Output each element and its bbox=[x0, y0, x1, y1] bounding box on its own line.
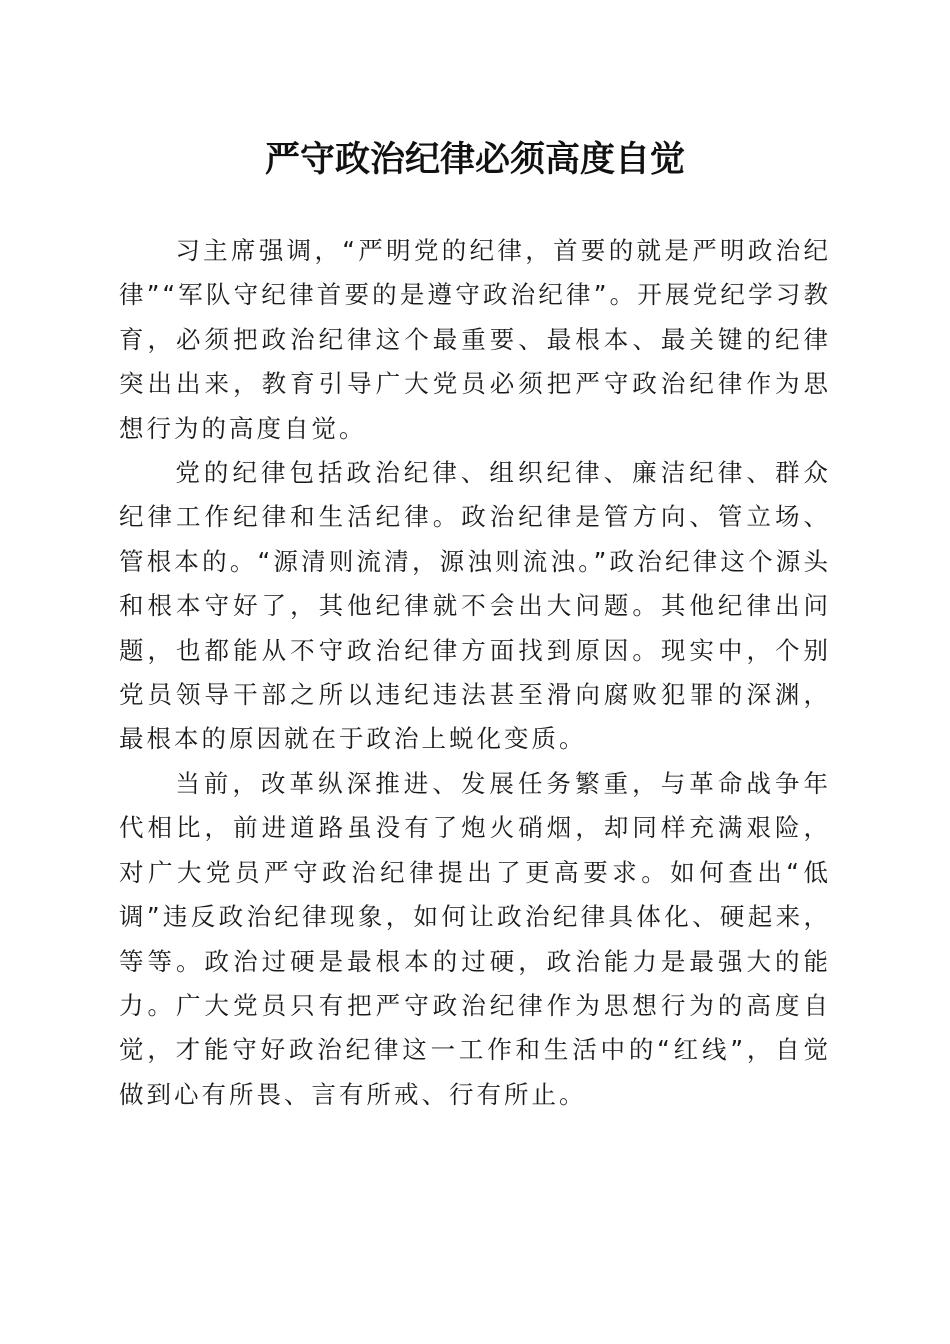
paragraph-1: 习主席强调，“严明党的纪律，首要的就是严明政治纪律”“军队守纪律首要的是遵守政治纪律”。开展党纪学习教育，必须把政治纪律这个最重要、最根本、最关键的纪律突出出来，教育引导广大党员必须把严守政治纪律作为思想行为的高度自觉。 bbox=[119, 236, 831, 443]
paragraph-3: 当前，改革纵深推进、发展任务繁重，与革命战争年代相比，前进道路虽没有了炮火硝烟，却同样充满艰险，对广大党员严守政治纪律提出了更高要求。如何查出“低调”违反政治纪律现象，如何让政治纪律具体化、硬起来，等等。政治过硬是最根本的过硬，政治能力是最强大的能力。广大党员只有把严守政治纪律作为思想行为的高度自觉，才能守好政治纪律这一工作和生活中的“红线”，自觉做到心有所畏、言有所戒、行有所止。 bbox=[119, 768, 831, 1109]
document-body bbox=[119, 229, 831, 1117]
document-title: 严守政治纪律必须高度自觉 bbox=[264, 139, 685, 180]
paragraph-2: 党的纪律包括政治纪律、组织纪律、廉洁纪律、群众纪律工作纪律和生活纪律。政治纪律是管方向、管立场、管根本的。“源清则流清，源浊则流浊。”政治纪律这个源头和根本守好了，其他纪律就不会出大问题。其他纪律出问题，也都能从不守政治纪律方面找到原因。现实中，个别党员领导干部之所以违纪违法甚至滑向腐败犯罪的深渊，最根本的原因就在于政治上蜕化变质。 bbox=[119, 458, 831, 754]
